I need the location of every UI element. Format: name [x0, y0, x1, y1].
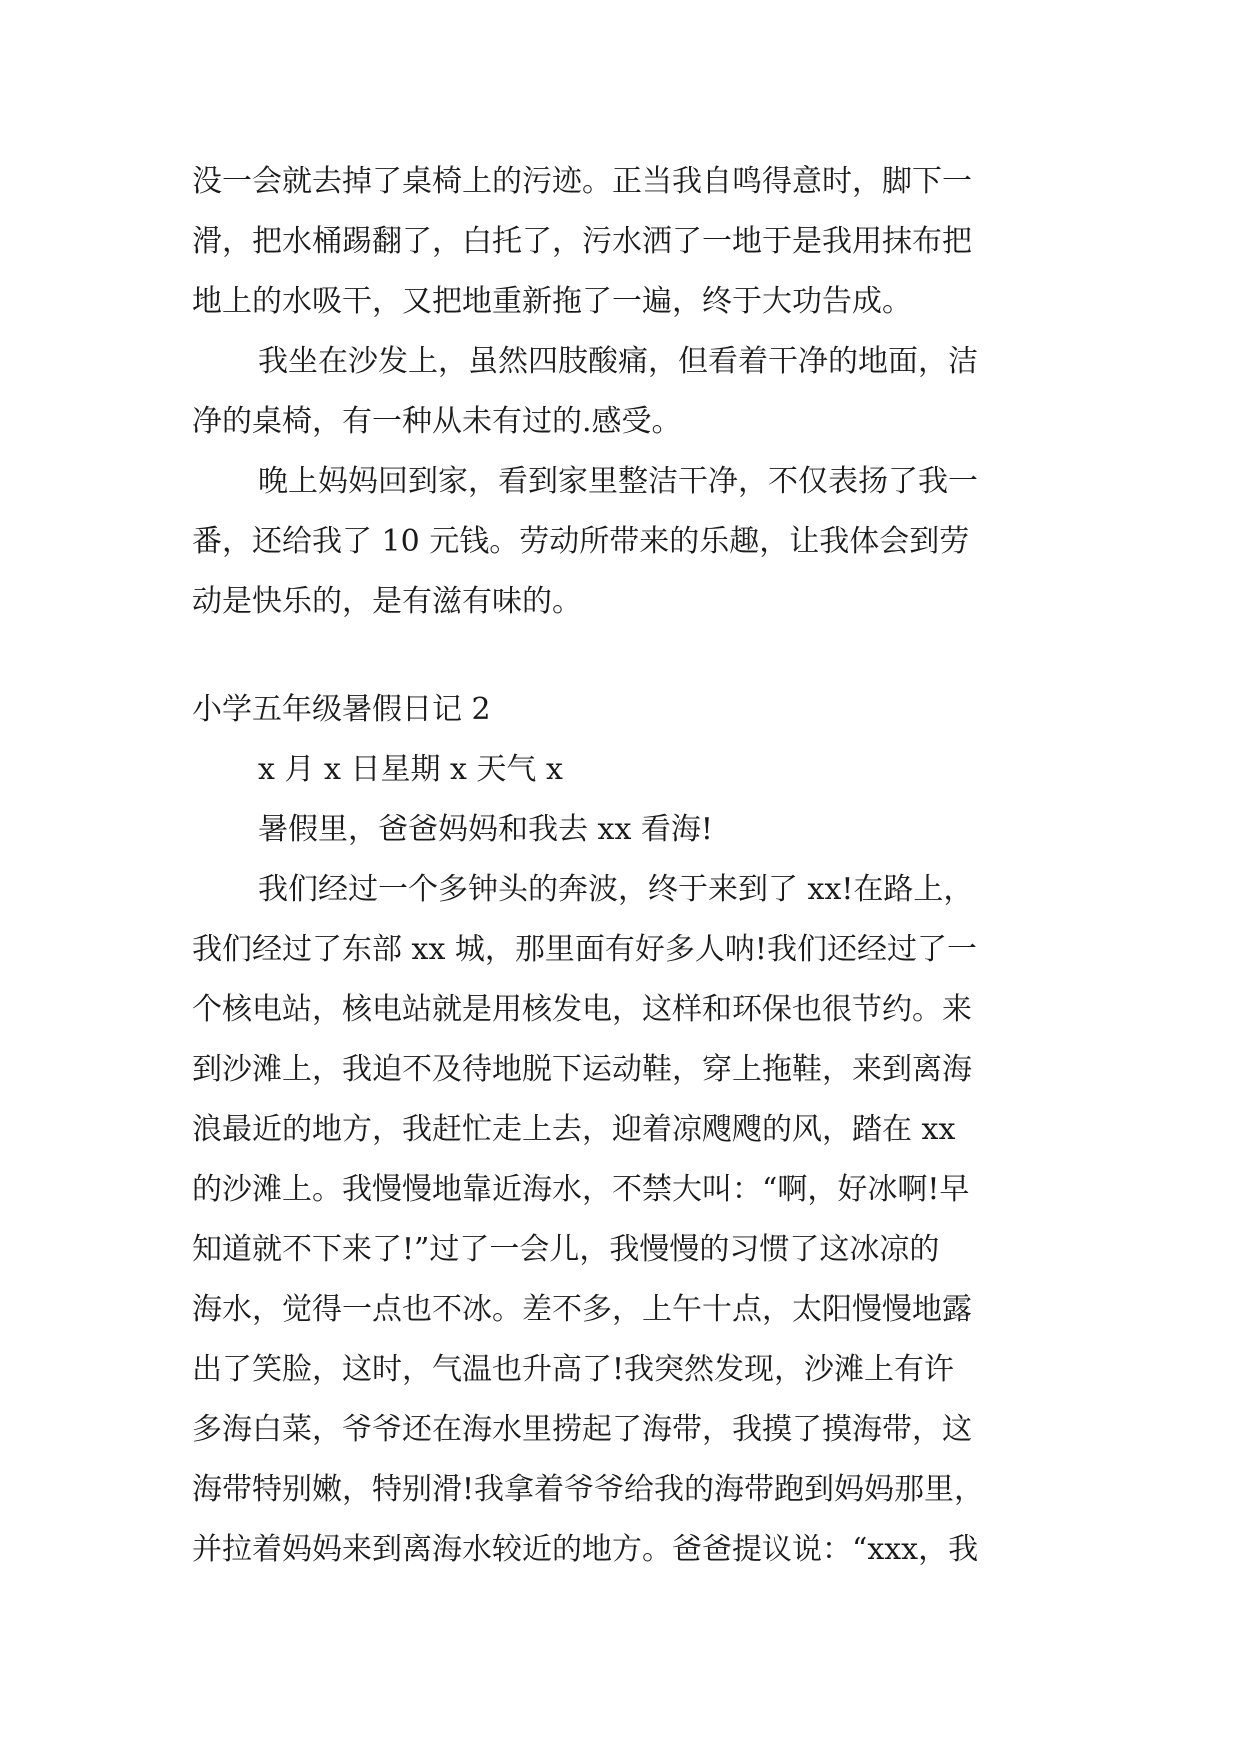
text-line: 并拉着妈妈来到离海水较近的地方。爸爸提议说：“xxx，我 — [192, 1532, 979, 1567]
text-line: 动是快乐的，是有滋有味的。 — [192, 584, 582, 619]
text-line: 我们经过一个多钟头的奔波，终于来到了 xx!在路上， — [258, 872, 974, 907]
text-line: 番，还给我了 10 元钱。劳动所带来的乐趣，让我体会到劳 — [192, 524, 970, 559]
text-line: 没一会就去掉了桌椅上的污迹。正当我自鸣得意时，脚下一 — [192, 164, 972, 199]
text-line: 滑，把水桶踢翻了，白托了，污水洒了一地于是我用抹布把 — [192, 224, 972, 259]
text-line: 我坐在沙发上，虽然四肢酸痛，但看着干净的地面，洁 — [258, 344, 978, 379]
text-line: 出了笑脸，这时，气温也升高了!我突然发现，沙滩上有许 — [192, 1352, 955, 1387]
text-line: 海带特别嫩，特别滑!我拿着爷爷给我的海带跑到妈妈那里， — [192, 1472, 985, 1507]
text-line: 多海白菜，爷爷还在海水里捞起了海带，我摸了摸海带，这 — [192, 1412, 972, 1447]
text-line: 的沙滩上。我慢慢地靠近海水，不禁大叫：“啊，好冰啊!早 — [192, 1172, 970, 1207]
text-line: 晚上妈妈回到家，看到家里整洁干净，不仅表扬了我一 — [258, 464, 978, 499]
text-line: 我们经过了东部 xx 城，那里面有好多人呐!我们还经过了一 — [192, 932, 977, 967]
text-line: 海水，觉得一点也不冰。差不多，上午十点，太阳慢慢地露 — [192, 1292, 972, 1327]
date-weather-line: x 月 x 日星期 x 天气 x — [258, 752, 563, 787]
text-line: 净的桌椅，有一种从未有过的.感受。 — [192, 404, 682, 439]
text-line: 地上的水吸干，又把地重新拖了一遍，终于大功告成。 — [192, 284, 912, 319]
text-line: 暑假里，爸爸妈妈和我去 xx 看海! — [258, 812, 713, 847]
text-line: 浪最近的地方，我赶忙走上去，迎着凉飕飕的风，踏在 xx — [192, 1112, 956, 1147]
text-line: 知道就不下来了!”过了一会儿，我慢慢的习惯了这冰凉的 — [192, 1232, 940, 1267]
section-heading: 小学五年级暑假日记 2 — [192, 692, 491, 727]
text-line: 到沙滩上，我迫不及待地脱下运动鞋，穿上拖鞋，来到离海 — [192, 1052, 972, 1087]
text-line: 个核电站，核电站就是用核发电，这样和环保也很节约。来 — [192, 992, 972, 1027]
